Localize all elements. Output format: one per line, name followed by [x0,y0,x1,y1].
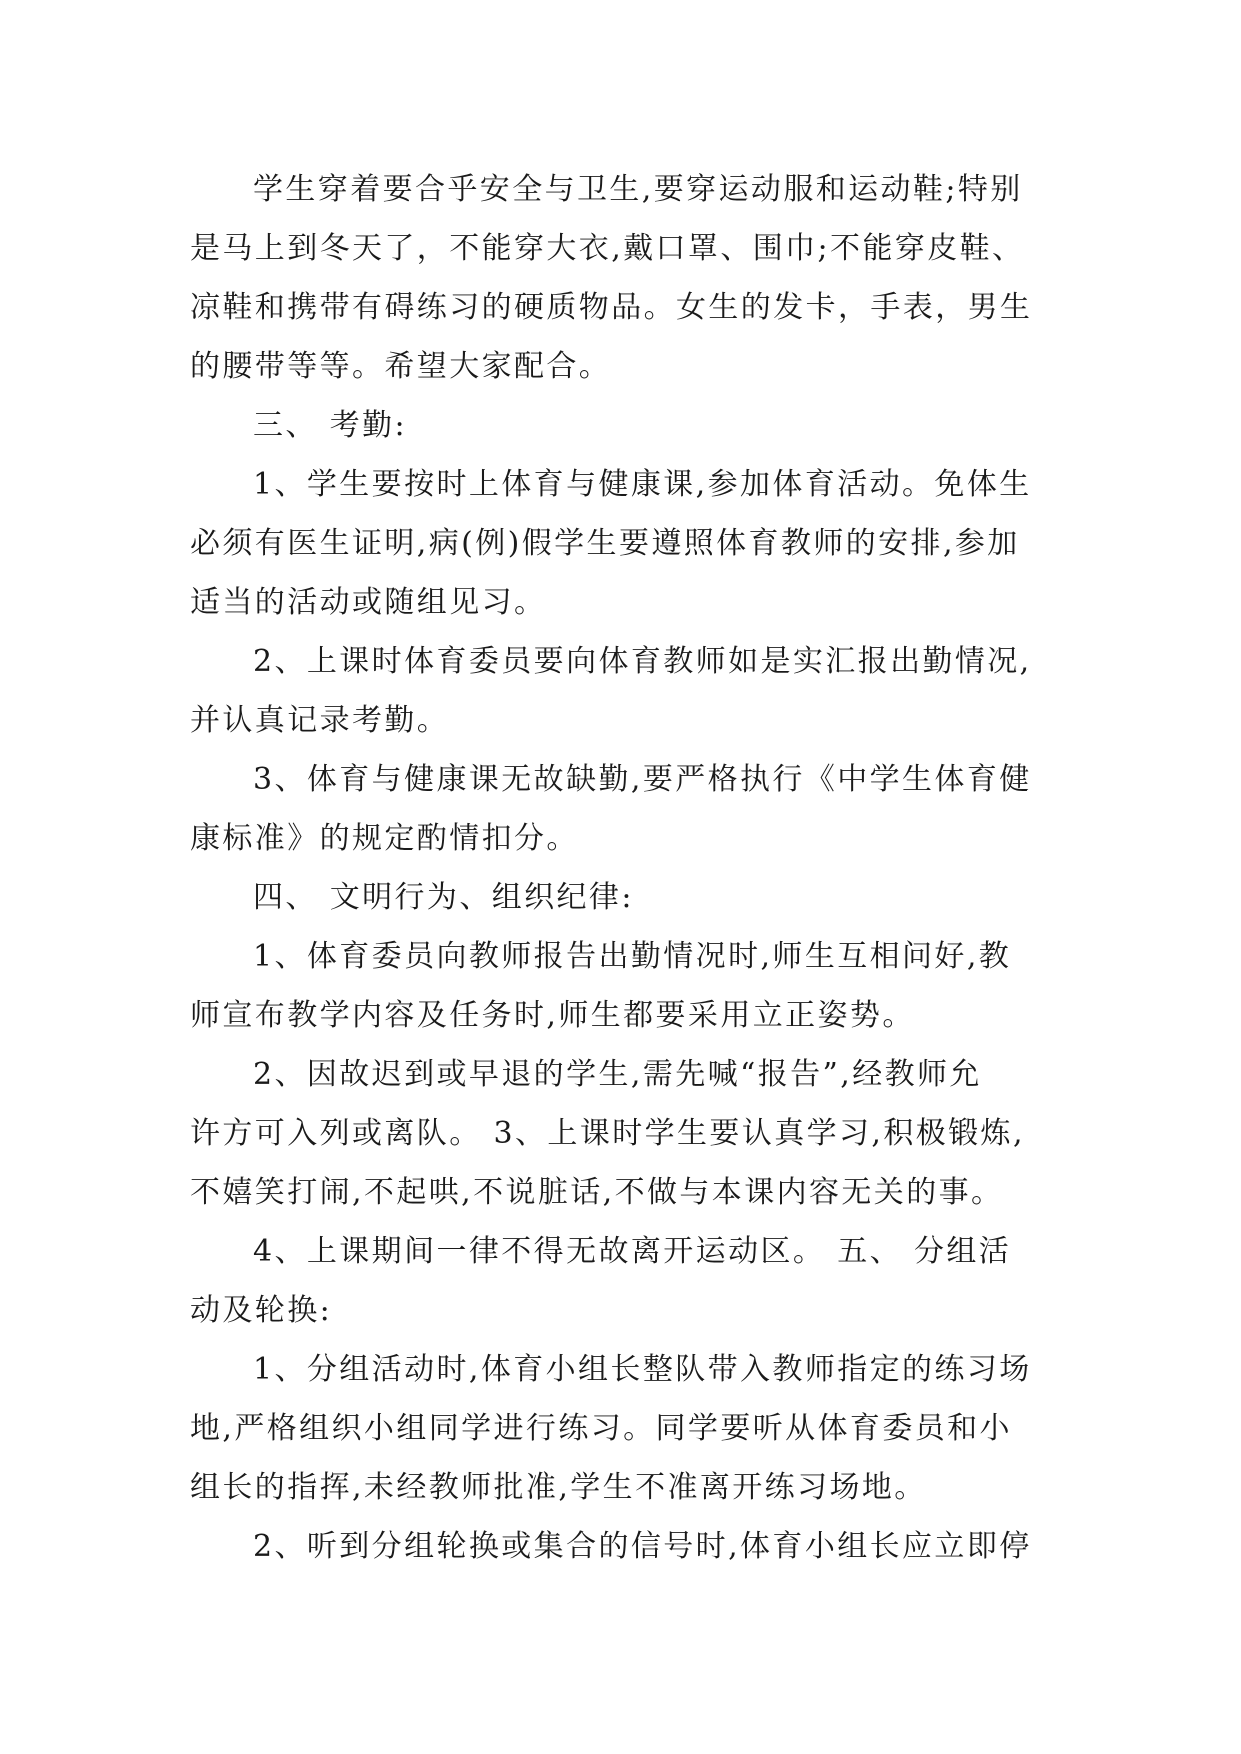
section-heading-attendance: 三、 考勤: [253,408,408,443]
text-line: 2、上课时体育委员要向体育教师如是实汇报出勤情况, [253,644,1032,679]
text-line: 1、体育委员向教师报告出勤情况时,师生互相问好,教 [253,939,1012,974]
text-line: 师宣布教学内容及任务时,师生都要采用立正姿势。 [190,998,915,1033]
text-line: 动及轮换: [190,1293,333,1328]
text-line: 地,严格组织小组同学进行练习。同学要听从体育委员和小 [190,1411,1012,1446]
text-line: 是马上到冬天了，不能穿大衣,戴口罩、围巾;不能穿皮鞋、 [190,231,1025,266]
text-line: 3、体育与健康课无故缺勤,要严格执行《中学生体育健 [253,762,1032,797]
text-line: 的腰带等等。希望大家配合。 [190,349,612,384]
text-line: 适当的活动或随组见习。 [190,585,547,620]
text-line: 许方可入列或离队。 3、上课时学生要认真学习,积极锻炼, [190,1116,1025,1151]
text-line: 1、学生要按时上体育与健康课,参加体育活动。免体生 [253,467,1032,502]
text-line: 组长的指挥,未经教师批准,学生不准离开练习场地。 [190,1470,927,1505]
text-line: 不嬉笑打闹,不起哄,不说脏话,不做与本课内容无关的事。 [190,1175,1004,1210]
text-line: 4、上课期间一律不得无故离开运动区。 五、 分组活 [253,1234,1012,1269]
text-line: 凉鞋和携带有碍练习的硬质物品。女生的发卡，手表，男生 [190,290,1033,325]
section-heading-discipline: 四、 文明行为、组织纪律: [253,880,634,915]
text-line: 1、分组活动时,体育小组长整队带入教师指定的练习场 [253,1352,1032,1387]
text-line: 必须有医生证明,病(例)假学生要遵照体育教师的安排,参加 [190,526,1020,561]
text-line: 并认真记录考勤。 [190,703,450,738]
text-line: 2、因故迟到或早退的学生,需先喊“报告”,经教师允 [253,1057,982,1092]
text-line: 学生穿着要合乎安全与卫生,要穿运动服和运动鞋;特别 [253,172,1023,207]
text-line: 康标准》的规定酌情扣分。 [190,821,579,856]
text-line: 2、听到分组轮换或集合的信号时,体育小组长应立即停 [253,1529,1032,1564]
document-body [190,160,1070,1576]
